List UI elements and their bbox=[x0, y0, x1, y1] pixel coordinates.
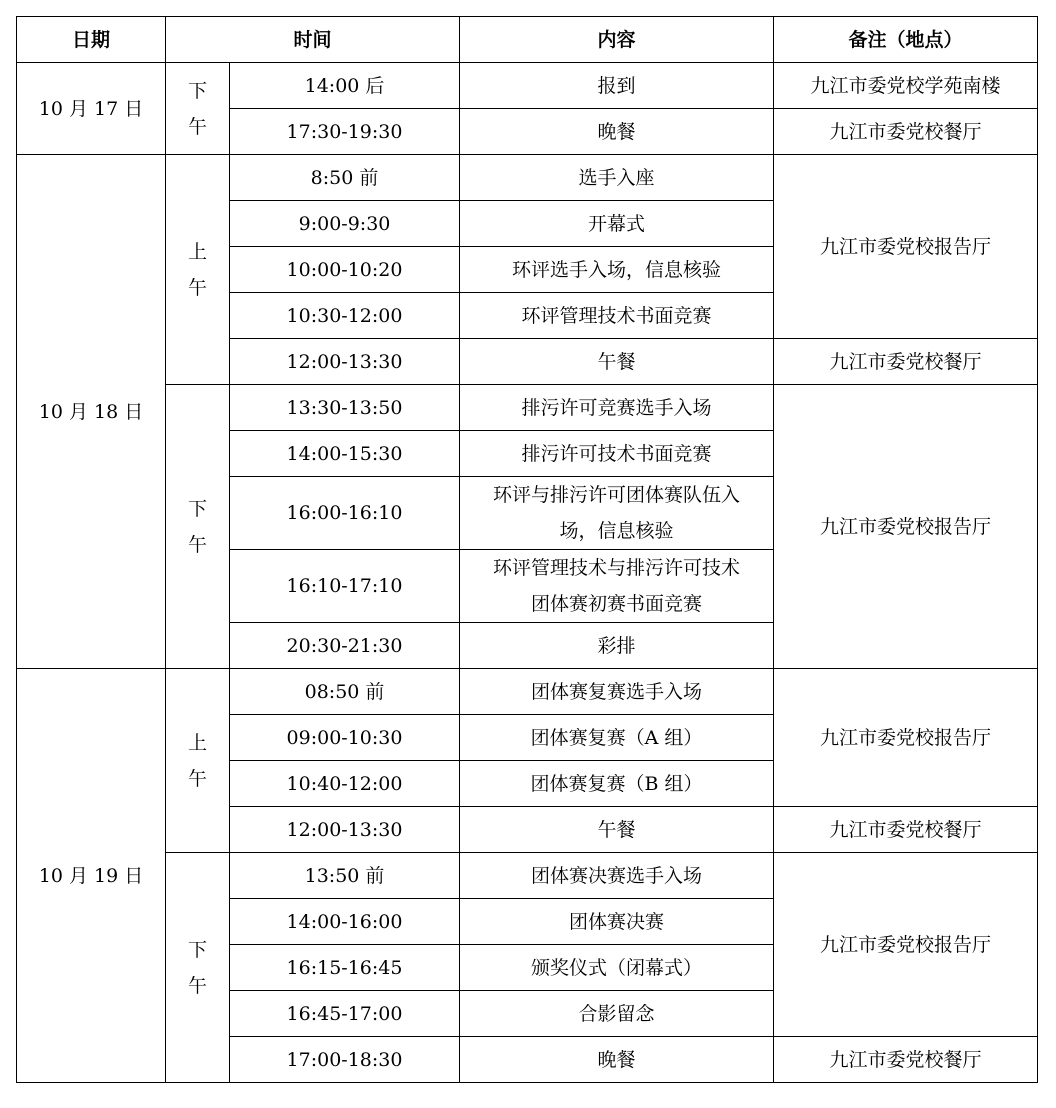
time-cell: 17:00-18:30 bbox=[230, 1037, 460, 1083]
time-cell: 13:50 前 bbox=[230, 853, 460, 899]
note-cell: 九江市委党校餐厅 bbox=[774, 339, 1038, 385]
content-cell: 报到 bbox=[460, 63, 774, 109]
time-cell: 16:45-17:00 bbox=[230, 991, 460, 1037]
time-cell: 17:30-19:30 bbox=[230, 109, 460, 155]
content-cell bbox=[460, 477, 774, 550]
content-cell: 晚餐 bbox=[460, 1037, 774, 1083]
content-cell: 合影留念 bbox=[460, 991, 774, 1037]
content-line: 环评管理技术与排污许可技术 bbox=[493, 557, 741, 579]
content-line: 团体赛初赛书面竞赛 bbox=[531, 593, 703, 615]
date-cell: 10 月 17 日 bbox=[17, 63, 166, 155]
time-cell: 08:50 前 bbox=[230, 669, 460, 715]
time-cell: 14:00-15:30 bbox=[230, 431, 460, 477]
time-cell: 13:30-13:50 bbox=[230, 385, 460, 431]
table-row bbox=[17, 669, 1038, 715]
time-cell: 10:40-12:00 bbox=[230, 761, 460, 807]
time-cell: 10:00-10:20 bbox=[230, 247, 460, 293]
note-cell: 九江市委党校餐厅 bbox=[774, 1037, 1038, 1083]
time-cell: 20:30-21:30 bbox=[230, 623, 460, 669]
time-cell: 16:10-17:10 bbox=[230, 550, 460, 623]
content-line: 环评与排污许可团体赛队伍入 bbox=[493, 484, 741, 506]
note-cell: 九江市委党校报告厅 bbox=[774, 155, 1038, 339]
content-cell: 团体赛决赛选手入场 bbox=[460, 853, 774, 899]
header-content: 内容 bbox=[460, 17, 774, 63]
time-cell: 10:30-12:00 bbox=[230, 293, 460, 339]
header-note: 备注（地点） bbox=[774, 17, 1038, 63]
content-cell: 排污许可竞赛选手入场 bbox=[460, 385, 774, 431]
content-cell: 团体赛决赛 bbox=[460, 899, 774, 945]
period-cell: 下 午 bbox=[166, 385, 230, 669]
time-cell: 14:00-16:00 bbox=[230, 899, 460, 945]
period-cell: 上 午 bbox=[166, 669, 230, 853]
time-cell: 12:00-13:30 bbox=[230, 339, 460, 385]
table-row bbox=[17, 155, 1038, 201]
time-cell: 9:00-9:30 bbox=[230, 201, 460, 247]
time-cell: 14:00 后 bbox=[230, 63, 460, 109]
time-cell: 09:00-10:30 bbox=[230, 715, 460, 761]
time-cell: 16:00-16:10 bbox=[230, 477, 460, 550]
table-row bbox=[17, 385, 1038, 431]
content-cell: 团体赛复赛选手入场 bbox=[460, 669, 774, 715]
date-cell: 10 月 19 日 bbox=[17, 669, 166, 1083]
content-cell: 团体赛复赛（A 组） bbox=[460, 715, 774, 761]
note-cell: 九江市委党校报告厅 bbox=[774, 669, 1038, 807]
note-cell: 九江市委党校学苑南楼 bbox=[774, 63, 1038, 109]
header-row bbox=[17, 17, 1038, 63]
time-cell: 8:50 前 bbox=[230, 155, 460, 201]
content-cell: 排污许可技术书面竞赛 bbox=[460, 431, 774, 477]
content-cell: 彩排 bbox=[460, 623, 774, 669]
content-cell: 团体赛复赛（B 组） bbox=[460, 761, 774, 807]
period-cell: 下 午 bbox=[166, 853, 230, 1083]
content-cell: 环评管理技术书面竞赛 bbox=[460, 293, 774, 339]
content-cell: 午餐 bbox=[460, 807, 774, 853]
header-date: 日期 bbox=[17, 17, 166, 63]
content-line: 场，信息核验 bbox=[559, 520, 674, 542]
table-row bbox=[17, 63, 1038, 109]
note-cell: 九江市委党校餐厅 bbox=[774, 109, 1038, 155]
header-time: 时间 bbox=[166, 17, 460, 63]
table-row bbox=[17, 853, 1038, 899]
time-cell: 12:00-13:30 bbox=[230, 807, 460, 853]
time-cell: 16:15-16:45 bbox=[230, 945, 460, 991]
content-cell: 晚餐 bbox=[460, 109, 774, 155]
content-cell bbox=[460, 550, 774, 623]
content-cell: 颁奖仪式（闭幕式） bbox=[460, 945, 774, 991]
note-cell: 九江市委党校报告厅 bbox=[774, 853, 1038, 1037]
period-cell: 上 午 bbox=[166, 155, 230, 385]
schedule-table bbox=[16, 16, 1038, 1083]
note-cell: 九江市委党校餐厅 bbox=[774, 807, 1038, 853]
content-cell: 环评选手入场，信息核验 bbox=[460, 247, 774, 293]
date-cell: 10 月 18 日 bbox=[17, 155, 166, 669]
content-cell: 选手入座 bbox=[460, 155, 774, 201]
content-cell: 开幕式 bbox=[460, 201, 774, 247]
content-cell: 午餐 bbox=[460, 339, 774, 385]
period-cell: 下 午 bbox=[166, 63, 230, 155]
note-cell: 九江市委党校报告厅 bbox=[774, 385, 1038, 669]
